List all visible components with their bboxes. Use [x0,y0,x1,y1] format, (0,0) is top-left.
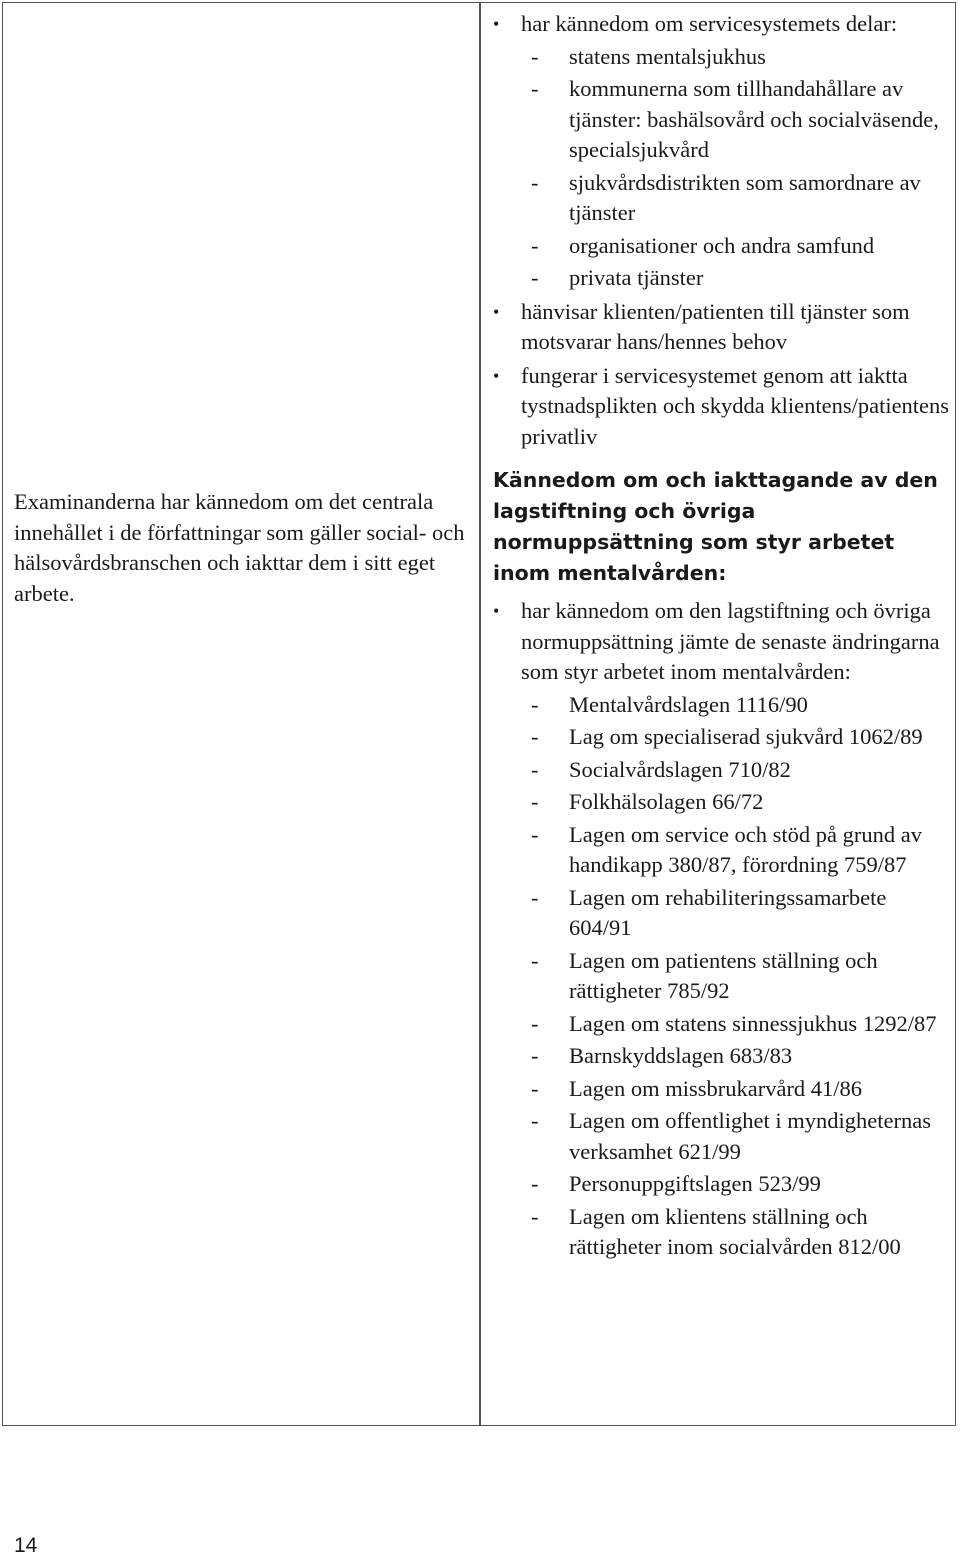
dash-marker: - [531,232,539,258]
dash-marker: - [531,724,539,749]
law-item [493,1041,953,1072]
dash-marker: - [531,43,539,69]
dash-marker: - [531,1010,539,1036]
dash-marker: - [531,884,539,910]
dash-marker: - [531,265,539,290]
dash-marker: - [531,756,539,782]
column-divider [479,3,481,1425]
bullet-item [493,596,953,688]
law-item [493,787,953,818]
bullet-icon: • [493,301,500,322]
dash-item [493,168,953,229]
bullet-text: har kännedom om servicesystemets delar: [521,11,898,36]
law-text: Folkhälsolagen 66/72 [569,789,764,814]
law-text: Socialvårdslagen 710/82 [569,756,791,782]
bullet-text: har kännedom om den lagstiftning och övriga normuppsättning jämte de senaste ändringarna som styr arbetet inom mentalvården: [521,598,940,684]
dash-marker: - [531,789,539,814]
section-heading: Kännedom om och iakttagande av den lagstiftning och övriga normuppsättning som styr arbetet inom mentalvården: [493,468,938,585]
law-text: Lagen om patientens ställning och rättigheter 785/92 [569,947,878,1003]
dash-text: sjukvårdsdistrikten som samordnare av tjänster [569,169,921,225]
dash-marker: - [531,1108,539,1133]
dash-marker: - [531,691,539,717]
law-item [493,1106,953,1167]
dash-text: kommunerna som tillhandahållare av tjänster: bashälsovård och socialväsende, specialsjukvård [569,76,939,162]
law-text: Lagen om service och stöd på grund av handikapp 380/87, förordning 759/87 [569,821,923,877]
bullet-icon: • [493,601,500,621]
bullet-item [493,361,953,453]
bullet-item [493,9,953,40]
law-text: Lagen om missbrukarvård 41/86 [569,1075,863,1101]
dash-text: statens mentalsjukhus [569,43,766,69]
dash-text: organisationer och andra samfund [569,232,875,258]
law-text: Barnskyddslagen 683/83 [569,1043,793,1068]
dash-marker: - [531,169,539,195]
law-text: Mentalvårdslagen 1116/90 [569,691,808,717]
legislation-list [493,690,953,1263]
law-item [493,883,953,944]
law-item [493,946,953,1007]
law-text: Personuppgiftslagen 523/99 [569,1171,821,1196]
law-text: Lagen om offentlighet i myndigheternas verksamhet 621/99 [569,1108,931,1164]
law-item [493,1202,953,1263]
bullet-icon: • [493,14,500,34]
law-text: Lagen om statens sinnessjukhus 1292/87 [569,1010,937,1036]
assessment-criterion-text: Examinanderna har kännedom om det centrala innehållet i de författningar som gäller social- och hälsovårdsbranschen och iakttar dem i sitt eget arbete. [14,489,465,606]
competence-content-cell [493,9,953,1263]
law-item [493,1169,953,1200]
dash-marker: - [531,947,539,973]
law-text: Lagen om rehabiliteringssamarbete 604/91 [569,884,887,940]
page-number: 14 [14,1534,38,1557]
dash-item [493,231,953,262]
bullet-icon: • [493,365,500,386]
dash-marker: - [531,1171,539,1196]
criteria-table [2,2,956,1426]
law-text: Lag om specialiserad sjukvård 1062/89 [569,724,923,749]
dash-text: privata tjänster [569,265,704,290]
dash-marker: - [531,821,539,847]
dash-marker: - [531,1203,539,1229]
bullet-text: fungerar i servicesystemet genom att iaktta tystnadsplikten och skydda klientens/patientens privatliv [521,362,950,449]
assessment-criterion-cell [14,487,469,609]
law-item [493,722,953,753]
dash-item [493,263,953,294]
dash-item [493,74,953,166]
law-item [493,1074,953,1105]
dash-marker: - [531,76,539,101]
law-item [493,755,953,786]
dash-marker: - [531,1075,539,1101]
bullet-text: hänvisar klienten/patienten till tjänster som motsvarar hans/hennes behov [521,298,910,354]
bullet-item [493,297,953,358]
dash-item [493,42,953,73]
law-item [493,690,953,721]
dash-marker: - [531,1043,539,1068]
law-text: Lagen om klientens ställning och rättigheter inom socialvården 812/00 [569,1203,901,1259]
law-item [493,820,953,881]
law-item [493,1009,953,1040]
service-system-sublist [493,42,953,294]
